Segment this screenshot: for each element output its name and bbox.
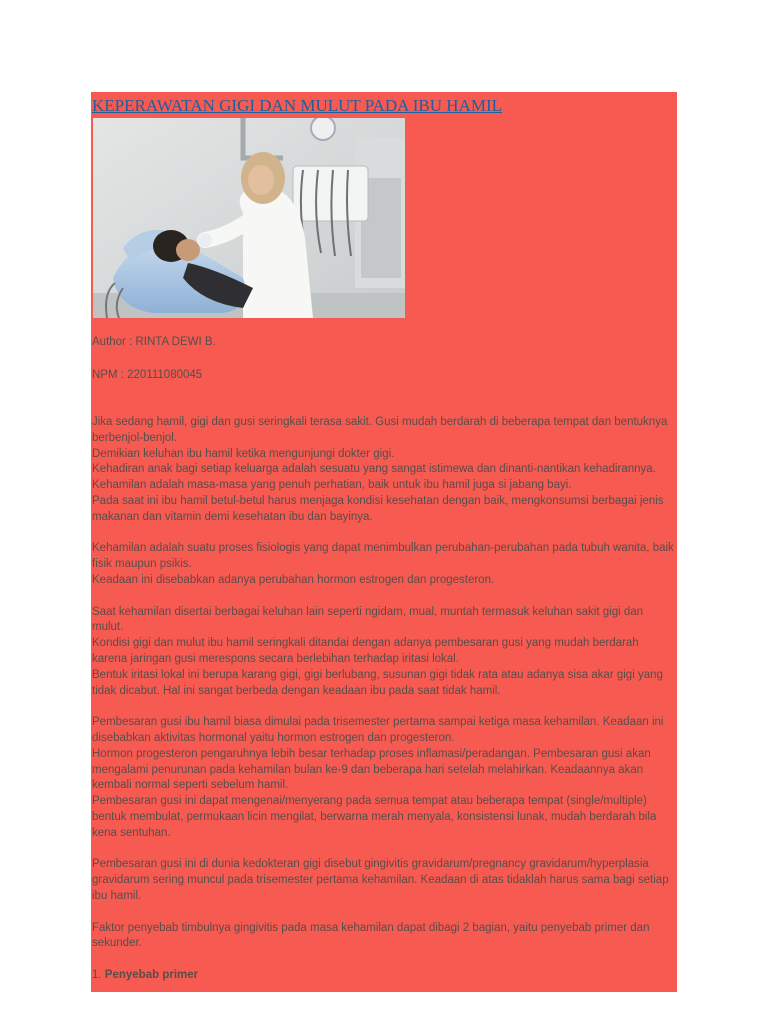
sentence: Jika sedang hamil, gigi dan gusi seringkali terasa sakit. Gusi mudah berdarah di beberapa tempat dan bentuknya berbenjol-benjol. [92,416,668,444]
sentence: Pada saat ini ibu hamil betul-betul harus menjaga kondisi kesehatan dengan baik, mengkonsumsi berbagai jenis makanan dan vitamin demi kesehatan ibu dan bayinya. [92,494,664,523]
sentence: Saat kehamilan disertai berbagai keluhan lain seperti ngidam, mual, muntah termasuk keluhan sakit gigi dan mulut. [92,605,644,634]
dental-exam-photo [93,118,405,318]
author-line: Author : RINTA DEWI B. [92,336,216,348]
sentence: Keadaan ini disebabkan adanya perubahan hormon estrogen dan progesteron. [92,573,495,586]
document-page [91,92,677,992]
sentence: Faktor penyebab timbulnya gingivitis pada masa kehamilan dapat dibagi 2 bagian, yaitu penyebab primer dan sekunder. [92,921,650,950]
sentence: Kehamilan adalah masa-masa yang penuh perhatian, baik untuk ibu hamil juga si jabang bayi. [92,479,572,492]
sentence: Demikian keluhan ibu hamil ketika mengunjungi dokter gigi. [92,447,395,460]
sentence: Kondisi gigi dan mulut ibu hamil seringkali ditandai dengan adanya pembesaran gusi yang mudah berdarah karena jaringan gusi merespons secara berlebihan terhadap iritasi lokal. [92,637,639,665]
paragraph [92,921,676,953]
sentence: Bentuk iritasi lokal ini berupa karang gigi, gigi berlubang, susunan gigi tidak rata atau adanya sisa akar gigi yang tidak dicabut. Hal ini sangat berbeda dengan keadaan ibu pada saat tidak hamil. [92,668,663,697]
paragraph [92,541,676,588]
paragraph [92,415,676,526]
sentence: Kehadiran anak bagi setiap keluarga adalah sesuatu yang sangat istimewa dan dinanti-nantikan kehadirannya. [92,463,656,476]
paragraph [92,857,676,904]
sentence: Kehamilan adalah suatu proses fisiologis yang dapat menimbulkan perubahan-perubahan pada tubuh wanita, baik fisik maupun psikis. [92,542,674,571]
npm-line: NPM : 220111080045 [92,369,203,381]
section-heading [92,968,676,984]
section-number: 1. [92,968,102,981]
section-title: Penyebab primer [104,968,199,981]
page-title[interactable]: KEPERAWATAN GIGI DAN MULUT PADA IBU HAMIL [92,96,503,115]
sentence: Hormon progesteron pengaruhnya lebih besar terhadap proses inflamasi/peradangan. Pembesaran gusi akan mengalami penurunan pada kehamilan bulan ke-9 dan beberapa hari setelah melahirkan. Keadaannya akan kembali normal seperti sebelum hamil. [92,747,651,792]
paragraph [92,605,676,700]
article-body [92,415,676,992]
sentence: Pembesaran gusi ini di dunia kedokteran gigi disebut gingivitis gravidarum/pregnancy gravidarum/hyperplasia gravidarum sering muncul pada trisemester pertama kehamilan. Keadaan di atas tidaklah harus sama bagi setiap ibu hamil. [92,858,669,902]
sentence: Pembesaran gusi ini dapat mengenai/menyerang pada semua tempat atau beberapa tempat (single/multiple) bentuk membulat, permukaan licin mengilat, berwarna merah menyala, konsistensi lunak, mudah berdarah bila kena sentuhan. [92,795,657,839]
sentence: Pembesaran gusi ibu hamil biasa dimulai pada trisemester pertama sampai ketiga masa kehamilan. Keadaan ini disebabkan aktivitas hormonal yaitu hormon estrogen dan progesteron. [92,716,664,744]
paragraph [92,715,676,841]
